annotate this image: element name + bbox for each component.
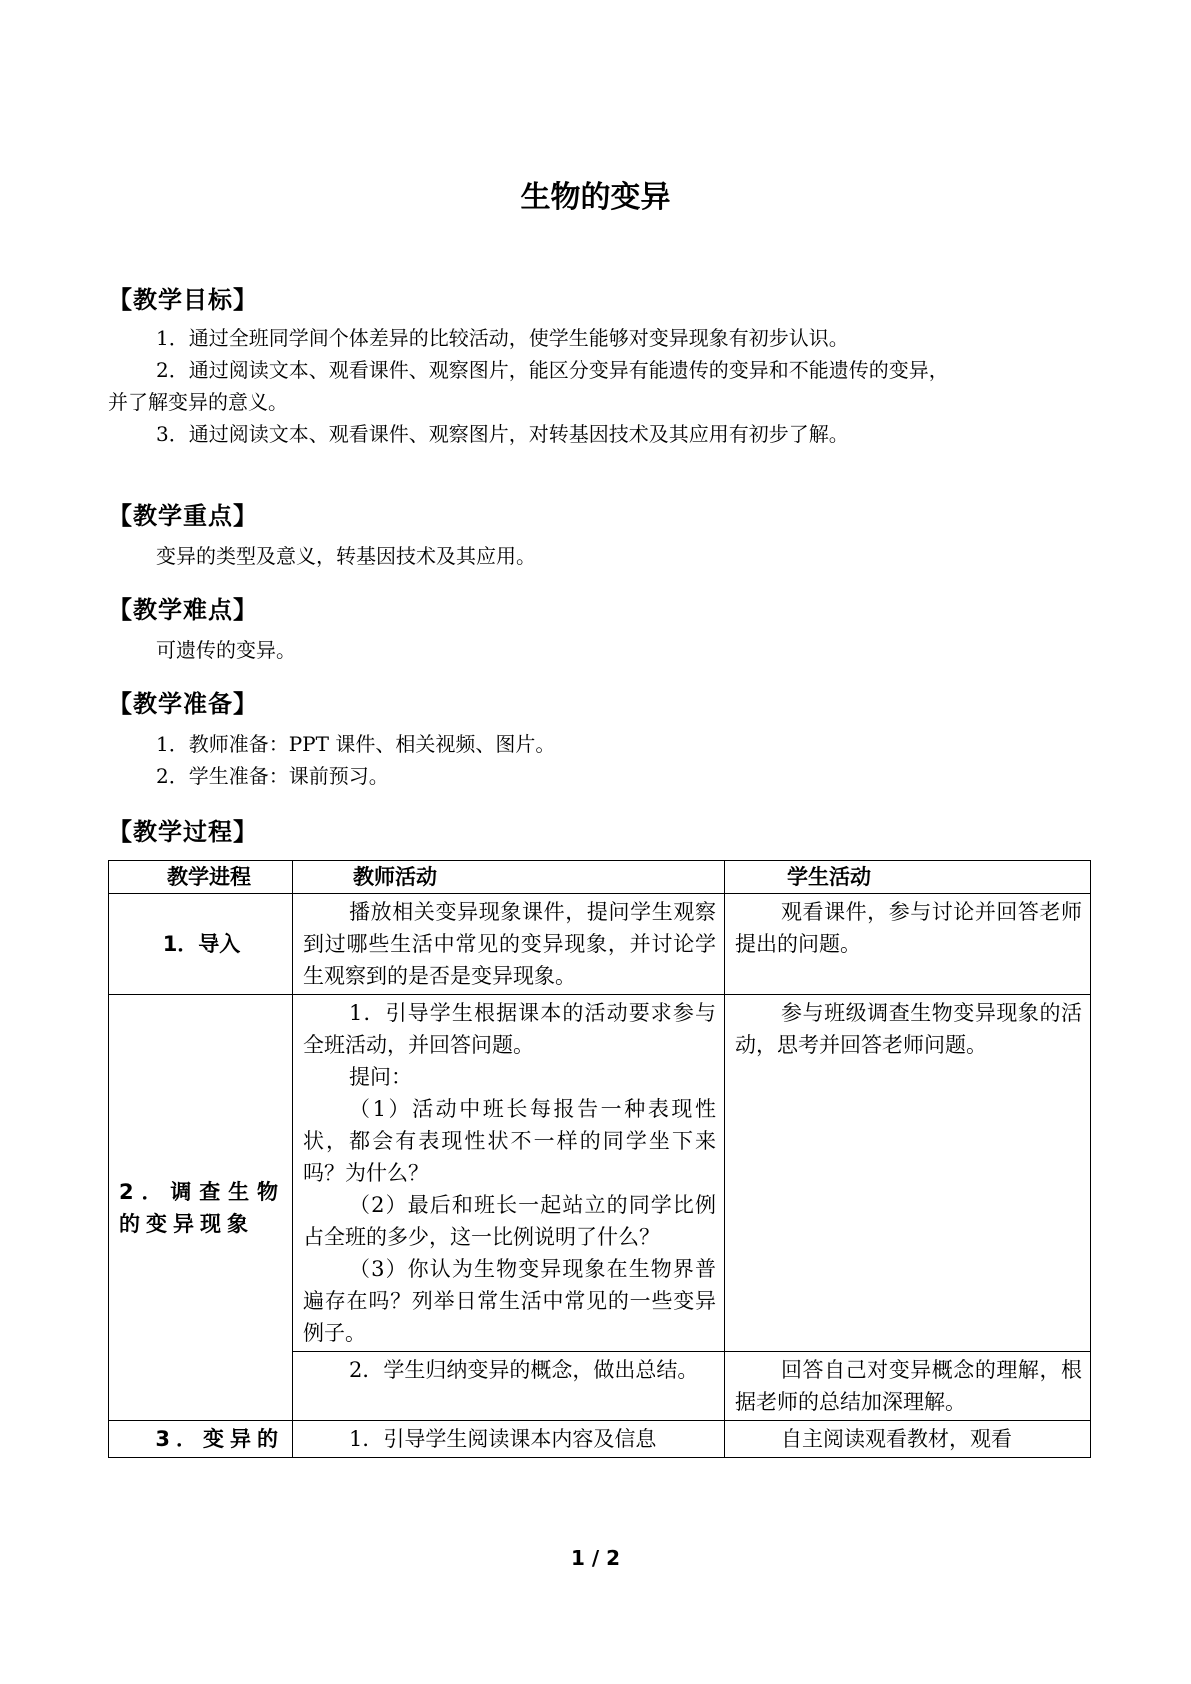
table-row	[109, 1421, 1091, 1458]
teacher-survey-line: （1）活动中班长每报告一种表现性状，都会有表现性状不一样的同学坐下来吗？为什么？	[303, 1097, 716, 1185]
student-types	[725, 1421, 1091, 1458]
stage-survey: 2．调查生物的变异现象	[109, 995, 293, 1421]
goal-item-2: 2．通过阅读文本、观看课件、观察图片，能区分变异有能遗传的变异和不能遗传的变异，	[156, 358, 949, 382]
teacher-survey-line: （2）最后和班长一起站立的同学比例占全班的多少，这一比例说明了什么？	[303, 1193, 716, 1249]
teacher-survey-a	[293, 995, 725, 1352]
prep-item-1: 1．教师准备：PPT 课件、相关视频、图片。	[156, 732, 556, 756]
student-intro	[725, 894, 1091, 995]
student-intro-text: 观看课件，参与讨论并回答老师提出的问题。	[735, 900, 1082, 956]
teacher-intro	[293, 894, 725, 995]
prep-item-2: 2．学生准备：课前预习。	[156, 764, 389, 788]
header-student: 学生活动	[725, 861, 1091, 894]
student-survey-b-text: 回答自己对变异概念的理解，根据老师的总结加深理解。	[735, 1358, 1082, 1414]
difficulty-text: 可遗传的变异。	[156, 638, 296, 662]
section-heading-prep: 【教学准备】	[108, 690, 258, 718]
stage-intro: 1．导入	[109, 894, 293, 995]
stage-types: 3．变异的	[109, 1421, 293, 1458]
student-types-text: 自主阅读观看教材，观看	[781, 1427, 1012, 1451]
teacher-survey-line: （3）你认为生物变异现象在生物界普遍存在吗？列举日常生活中常见的一些变异例子。	[303, 1257, 716, 1345]
teacher-types-text: 1．引导学生阅读课本内容及信息	[349, 1427, 657, 1451]
student-survey-b	[725, 1352, 1091, 1421]
goal-item-3: 3．通过阅读文本、观看课件、观察图片，对转基因技术及其应用有初步了解。	[156, 422, 849, 446]
table-row	[109, 995, 1091, 1352]
process-table	[108, 860, 1091, 1458]
teacher-types	[293, 1421, 725, 1458]
header-stage: 教学进程	[109, 861, 293, 894]
teacher-survey-b-text: 2．学生归纳变异的概念，做出总结。	[349, 1358, 699, 1382]
table-row	[109, 894, 1091, 995]
student-survey-a-text: 参与班级调查生物变异现象的活动，思考并回答老师问题。	[735, 1001, 1082, 1057]
teacher-intro-text: 播放相关变异现象课件，提问学生观察到过哪些生活中常见的变异现象，并讨论学生观察到的是否是变异现象。	[303, 900, 716, 988]
section-heading-difficulty: 【教学难点】	[108, 596, 258, 624]
teacher-survey-line: 提问：	[349, 1065, 412, 1089]
student-survey-a	[725, 995, 1091, 1352]
section-heading-process: 【教学过程】	[108, 818, 258, 846]
document-title: 生物的变异	[520, 180, 671, 215]
page-number: 1 / 2	[570, 1546, 621, 1570]
teacher-survey-b	[293, 1352, 725, 1421]
goal-item-2-cont: 并了解变异的意义。	[108, 390, 288, 414]
goal-item-1: 1．通过全班同学间个体差异的比较活动，使学生能够对变异现象有初步认识。	[156, 326, 849, 350]
section-heading-key: 【教学重点】	[108, 502, 258, 530]
prep-list	[108, 728, 1098, 792]
table-header-row	[109, 861, 1091, 894]
goals-list	[108, 322, 1098, 450]
section-heading-goals: 【教学目标】	[108, 286, 258, 314]
header-teacher: 教师活动	[293, 861, 725, 894]
teacher-survey-line: 1．引导学生根据课本的活动要求参与全班活动，并回答问题。	[303, 1001, 716, 1057]
key-text: 变异的类型及意义，转基因技术及其应用。	[156, 544, 536, 568]
